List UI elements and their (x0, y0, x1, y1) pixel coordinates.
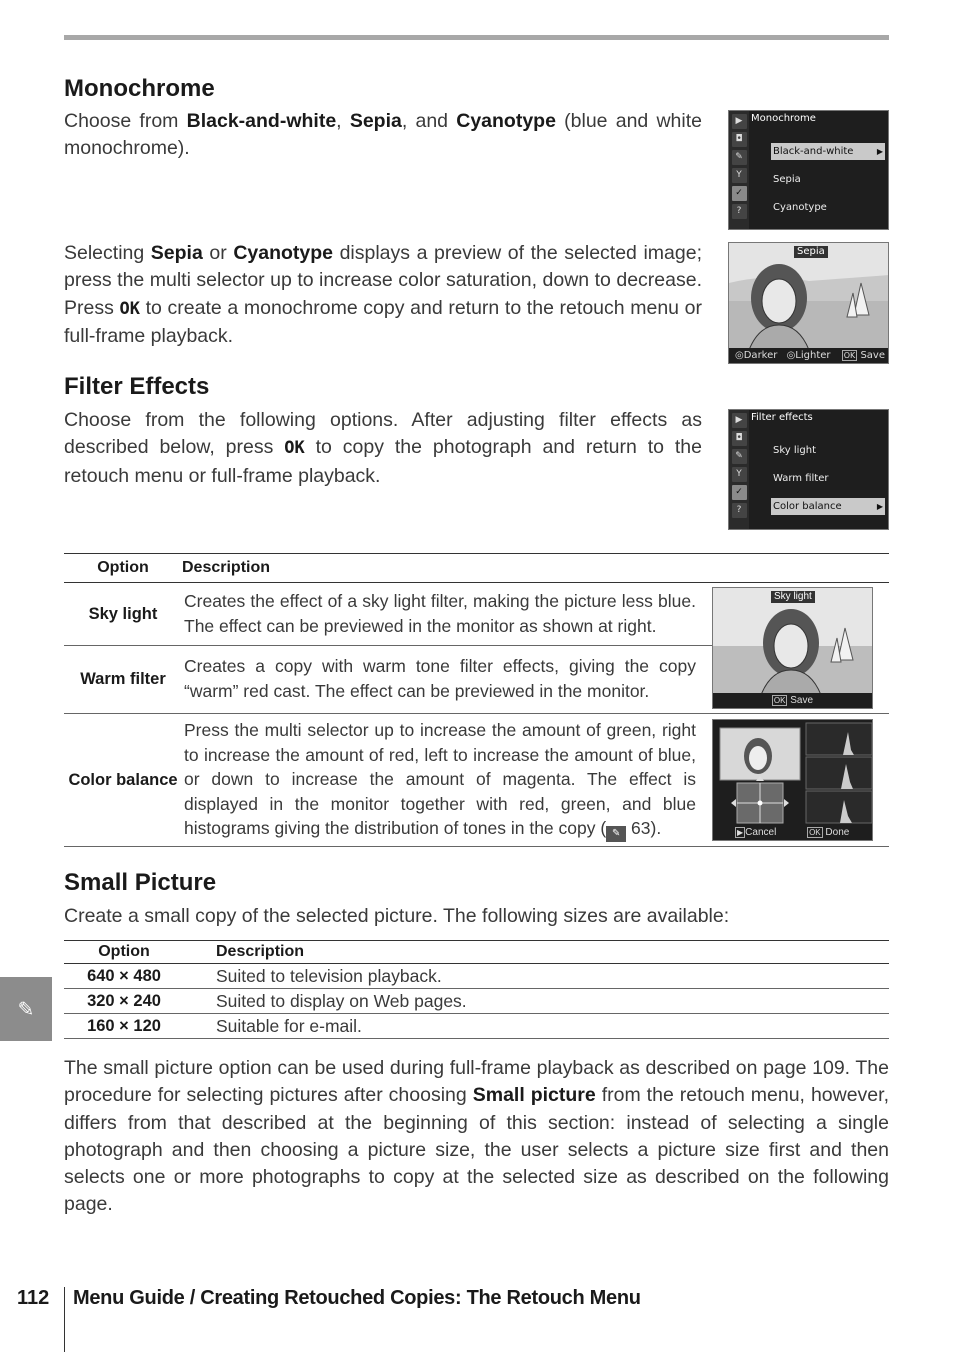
sky-light-label: Sky light (771, 591, 815, 603)
portrait-illustration (713, 588, 873, 695)
table-row (64, 989, 889, 1014)
sky-light-preview-bar: OK Save (713, 693, 872, 708)
col-description: Description (184, 941, 889, 964)
desc-color-balance: Press the multi selector up to increase the amount of green, right to increase the amount of red, left to increase the amount of blue, or down to increase the amount of magenta. The effect is displayed in the monitor together with red, green, and blue histograms giving the distribution of tones in the copy ( ✎ 63). (182, 714, 712, 847)
table-row (64, 714, 889, 847)
menu-title: Filter effects (751, 412, 813, 423)
color-balance-preview-bar: ▶ Cancel OK Done (713, 825, 872, 840)
small-picture-intro: Create a small copy of the selected picture. The following sizes are available: (64, 905, 730, 927)
menu-item-cyanotype: Cyanotype (773, 202, 827, 213)
option-warm-filter: Warm filter (64, 645, 182, 713)
desc-160x120: Suitable for e-mail. (184, 1014, 889, 1039)
camera-icon: ◘ (732, 132, 747, 147)
pencil-icon: ✎ (732, 150, 747, 165)
menu-side-icons (729, 111, 749, 229)
menu-item-sepia: Sepia (773, 174, 801, 185)
multi-selector-down-icon: ◎ (786, 350, 796, 361)
col-option: Option (64, 941, 184, 964)
option-sky-light: Sky light (64, 583, 182, 646)
option-320x240: 320 × 240 (64, 989, 184, 1014)
desc-sky-light: Creates the effect of a sky light filter, making the picture less blue. The effect can be previewed in the monitor as shown at right. (182, 583, 712, 646)
ok-button-icon: OK (809, 828, 821, 838)
top-rule (64, 35, 889, 40)
page-reference-icon: ✎ (606, 826, 626, 842)
pencil-icon: ✎ (732, 449, 747, 464)
monochrome-menu-screen (728, 110, 889, 230)
ok-button-icon: OK (843, 351, 856, 360)
monochrome-heading: Monochrome (64, 75, 215, 102)
playback-icon: ▶ (732, 413, 747, 428)
menu-item-black-and-white: Black-and-white ▶ (771, 143, 885, 160)
footer-title: Menu Guide / Creating Retouched Copies: The Retouch Menu (73, 1287, 641, 1309)
table-row (64, 1014, 889, 1039)
option-160x120: 160 × 120 (64, 1014, 184, 1039)
help-icon: ? (732, 204, 747, 219)
desc-640x480: Suited to television playback. (184, 964, 889, 989)
camera-icon: ◘ (732, 431, 747, 446)
filter-effects-intro: Choose from the following options. After adjusting filter effects as described below, press OK to copy the photograph and return to the retouch menu or full-frame playback. (64, 409, 703, 487)
color-balance-illustration (713, 720, 873, 827)
menu-item-sky-light: Sky light (773, 445, 817, 456)
filter-effects-table (64, 553, 889, 847)
filter-effects-heading: Filter Effects (64, 373, 210, 400)
ok-button-icon: OK (773, 696, 786, 706)
color-balance-preview (712, 719, 873, 841)
menu-side-icons (729, 410, 749, 529)
menu-item-color-balance: Color balance ▶ (771, 498, 885, 515)
filter-effects-menu-screen (728, 409, 889, 530)
menu-item-warm-filter: Warm filter (773, 473, 829, 484)
small-picture-heading: Small Picture (64, 869, 217, 896)
option-color-balance: Color balance (64, 714, 182, 847)
wrench-icon: Y (732, 168, 747, 183)
retouch-icon: ✓ (732, 485, 747, 500)
sepia-label: Sepia (794, 246, 828, 258)
sepia-preview-bar: ◎Darker ◎Lighter OK Save (729, 348, 888, 363)
wrench-icon: Y (732, 467, 747, 482)
small-picture-table (64, 940, 889, 1039)
retouch-icon: ✓ (732, 186, 747, 201)
footer-divider (64, 1287, 65, 1352)
menu-title: Monochrome (751, 113, 816, 124)
desc-warm-filter: Creates a copy with warm tone filter effects, giving the copy “warm” red cast. The effect can be previewed in the monitor. (182, 645, 712, 713)
table-row (64, 964, 889, 989)
sky-light-preview (712, 587, 873, 709)
col-option: Option (64, 554, 182, 583)
multi-selector-up-icon: ◎ (735, 350, 744, 361)
table-row (64, 583, 889, 646)
small-picture-body: The small picture option can be used during full-frame playback as described on page 109. The procedure for selecting pictures after choosing Small picture from the retouch menu, however, differs from that described at the beginning of this section: instead of selecting a single photograph and then choosing a picture size, the user selects a picture size first and then selects one or more photographs to copy at the selected size as described on the following page. (64, 1057, 889, 1216)
monochrome-preview-text: Selecting Sepia or Cyanotype displays a preview of the selected image; press the multi selector up to increase color saturation, down to decrease. Press OK to create a monochrome copy and return to the retouch menu or full-frame playback. (64, 242, 703, 347)
retouch-tab-icon: ✎ (0, 977, 52, 1041)
portrait-illustration (729, 243, 889, 350)
desc-320x240: Suited to display on Web pages. (184, 989, 889, 1014)
option-640x480: 640 × 480 (64, 964, 184, 989)
playback-icon: ▶ (732, 114, 747, 129)
page-number: 112 (17, 1287, 50, 1309)
playback-button-icon: ▶ (737, 828, 744, 838)
col-description: Description (182, 554, 712, 583)
monochrome-intro: Choose from Black-and-white, Sepia, and Cyanotype (blue and white monochrome). (64, 110, 702, 160)
help-icon: ? (732, 503, 747, 518)
sepia-preview (728, 242, 889, 364)
